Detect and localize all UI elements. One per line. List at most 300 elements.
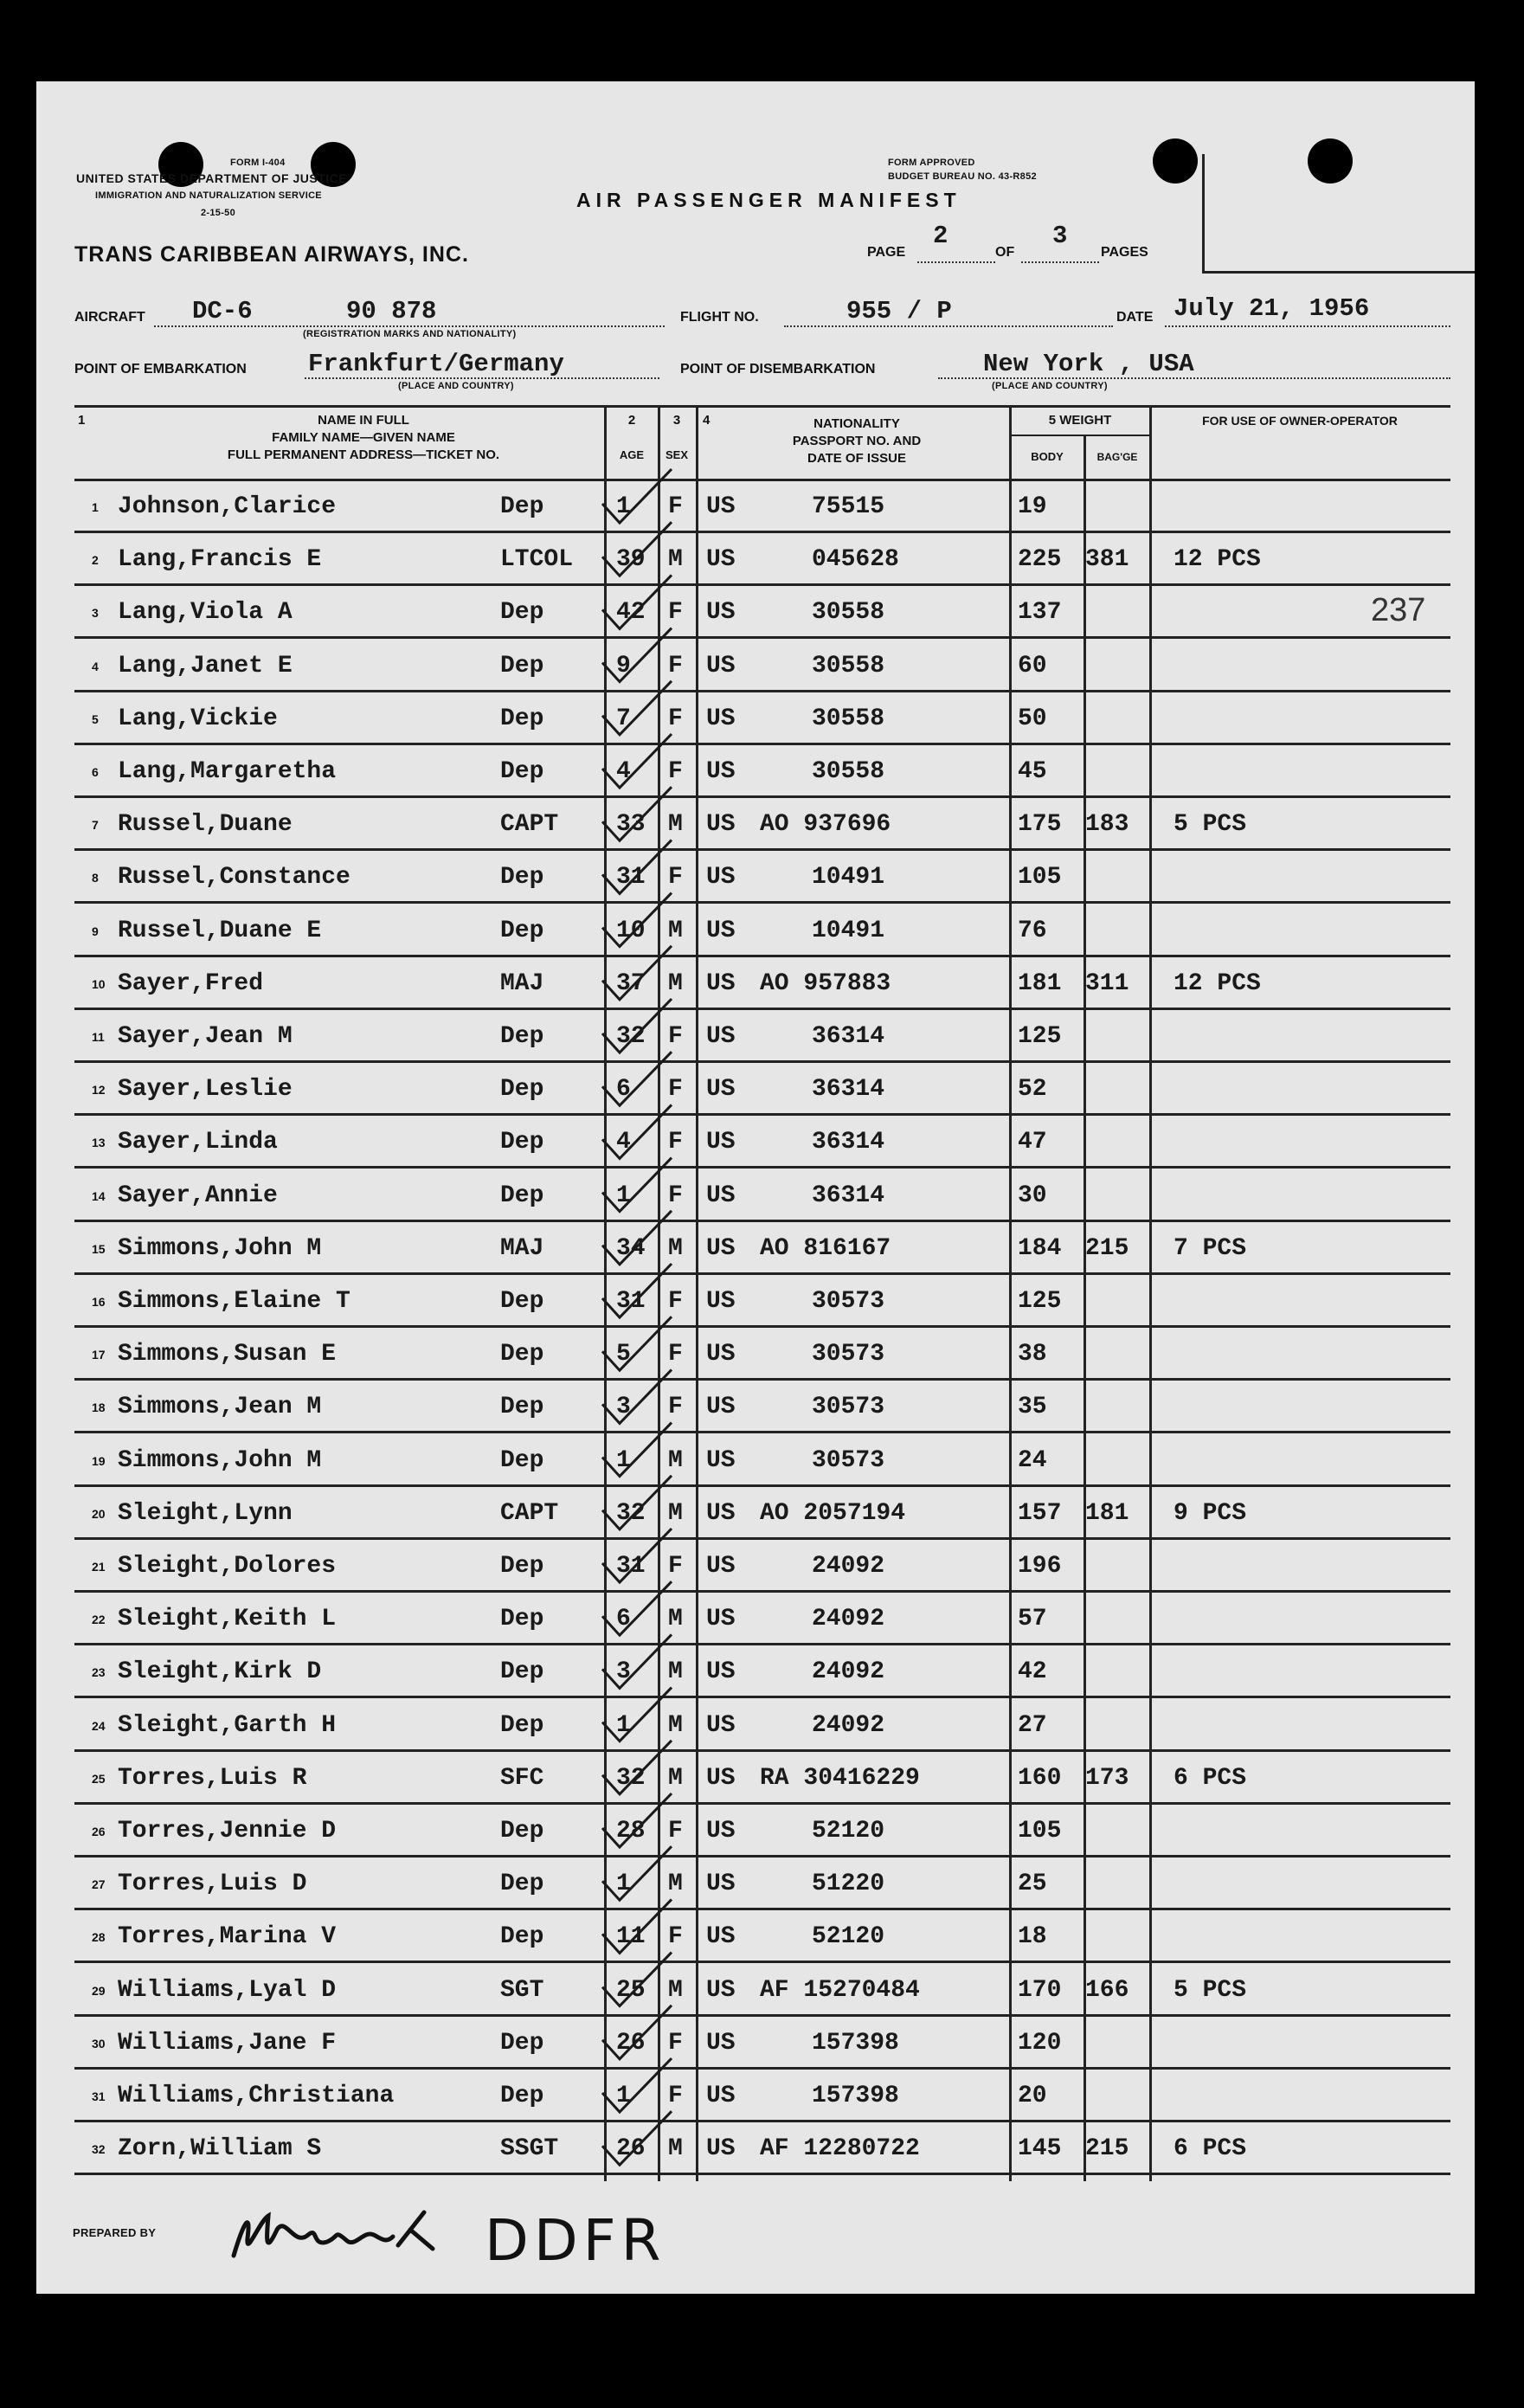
- row-divider: [74, 743, 1450, 745]
- margin-note: 237: [1371, 592, 1426, 628]
- owner-note: 6 PCS: [1174, 2135, 1247, 2163]
- row-divider: [74, 531, 1450, 533]
- row-number: 3: [92, 606, 99, 621]
- passenger-age: 42: [616, 599, 646, 627]
- passenger-name: Sleight,Lynn: [118, 1499, 293, 1527]
- passport-number: 36314: [812, 1023, 885, 1050]
- passenger-nationality: US: [706, 652, 736, 679]
- passenger-name: Torres,Luis R: [118, 1764, 307, 1792]
- passenger-nationality: US: [706, 2029, 736, 2057]
- corner-box-bottom: [1202, 271, 1475, 274]
- passenger-name: Lang,Janet E: [118, 652, 293, 679]
- passenger-age: 26: [616, 2135, 646, 2163]
- aircraft-registration: 90 878: [346, 297, 437, 325]
- passenger-name: Simmons,John M: [118, 1446, 322, 1474]
- col-nationality-header: [727, 415, 987, 467]
- passenger-nationality: US: [706, 1764, 736, 1792]
- punch-hole: [1153, 138, 1198, 183]
- page-label: PAGE: [867, 245, 906, 260]
- row-divider: [74, 636, 1450, 639]
- body-weight: 76: [1018, 917, 1047, 944]
- passenger-sex: F: [668, 1923, 683, 1951]
- passenger-nationality: US: [706, 1181, 736, 1209]
- row-number: 8: [92, 871, 99, 885]
- passenger-age: 9: [616, 652, 631, 679]
- table-row: [40, 1435, 1450, 1488]
- passport-number: 157398: [812, 2083, 899, 2109]
- row-number: 13: [92, 1136, 106, 1150]
- passenger-nationality: US: [706, 1976, 736, 2004]
- passenger-title: MAJ: [500, 1234, 544, 1262]
- table-row: [40, 1488, 1450, 1541]
- baggage-weight: 183: [1085, 811, 1129, 839]
- col-name-line1: NAME IN FULL: [318, 413, 409, 428]
- approval-line2: BUDGET BUREAU NO. 43-R852: [888, 171, 1037, 182]
- page-line: [917, 261, 995, 263]
- disembarkation-label: POINT OF DISEMBARKATION: [680, 362, 876, 377]
- passenger-sex: F: [668, 2083, 683, 2109]
- passenger-name: Sayer,Jean M: [118, 1023, 293, 1050]
- passenger-sex: M: [668, 1976, 683, 2004]
- row-number: 15: [92, 1241, 106, 1256]
- row-number: 14: [92, 1188, 106, 1203]
- passenger-name: Torres,Jennie D: [118, 1818, 337, 1845]
- table-row: [40, 1223, 1450, 1276]
- passenger-age: 39: [616, 546, 646, 574]
- row-number: 16: [92, 1295, 106, 1309]
- passenger-title: Dep: [500, 1129, 544, 1156]
- aircraft-sublabel: (REGISTRATION MARKS AND NATIONALITY): [303, 329, 517, 339]
- passenger-age: 5: [616, 1341, 631, 1368]
- row-number: 17: [92, 1348, 106, 1362]
- body-weight: 105: [1018, 1818, 1062, 1845]
- passenger-nationality: US: [706, 1870, 736, 1898]
- passenger-sex: M: [668, 1711, 683, 1739]
- row-divider: [74, 1325, 1450, 1328]
- row-number: 4: [92, 659, 99, 673]
- passenger-name: Sayer,Leslie: [118, 1076, 293, 1104]
- passenger-title: Dep: [500, 1341, 544, 1368]
- row-divider: [74, 1113, 1450, 1116]
- table-row: [40, 641, 1450, 693]
- row-number: 26: [92, 1825, 106, 1838]
- passenger-nationality: US: [706, 969, 736, 997]
- of-label: OF: [995, 245, 1015, 260]
- owner-note: 9 PCS: [1174, 1499, 1247, 1527]
- body-weight: 125: [1018, 1288, 1062, 1315]
- table-row: [40, 1541, 1450, 1594]
- passenger-nationality: US: [706, 546, 736, 574]
- row-number: 24: [92, 1718, 106, 1733]
- col-nat-number: 4: [703, 413, 711, 428]
- row-divider: [74, 1590, 1450, 1593]
- passenger-sex: F: [668, 1394, 683, 1421]
- body-weight: 47: [1018, 1129, 1047, 1156]
- row-divider: [74, 1378, 1450, 1381]
- table-row: [40, 1965, 1450, 2018]
- row-number: 22: [92, 1613, 106, 1627]
- table-row: [40, 1700, 1450, 1753]
- row-number: 27: [92, 1877, 106, 1892]
- col-age-label: AGE: [619, 448, 645, 461]
- passenger-age: 4: [616, 758, 631, 785]
- passenger-nationality: US: [706, 811, 736, 839]
- passenger-name: Sleight,Garth H: [118, 1711, 337, 1739]
- body-weight: 225: [1018, 546, 1062, 574]
- passenger-nationality: US: [706, 705, 736, 732]
- date-line: [1165, 325, 1450, 327]
- disembark-sublabel: (PLACE AND COUNTRY): [992, 381, 1108, 391]
- col-nat-line1: NATIONALITY: [813, 416, 900, 431]
- row-divider: [74, 1272, 1450, 1275]
- col-sex-number: 3: [672, 413, 681, 428]
- row-divider: [74, 1431, 1450, 1433]
- row-number: 18: [92, 1400, 106, 1415]
- baggage-weight: 173: [1085, 1764, 1129, 1792]
- col-baggage-label: BAG'GE: [1096, 451, 1138, 463]
- passenger-age: 32: [616, 1499, 646, 1527]
- passenger-age: 4: [616, 1129, 631, 1156]
- row-divider: [74, 2067, 1450, 2070]
- row-divider: [74, 1060, 1450, 1063]
- passenger-name: Lang,Vickie: [118, 705, 278, 732]
- passport-number: 75515: [812, 493, 885, 520]
- passenger-nationality: US: [706, 1394, 736, 1421]
- passenger-sex: F: [668, 1553, 683, 1580]
- date-label: DATE: [1116, 310, 1154, 325]
- row-divider: [74, 1537, 1450, 1540]
- passenger-title: Dep: [500, 1288, 544, 1315]
- flight-label: FLIGHT NO.: [680, 310, 759, 325]
- table-row: [40, 746, 1450, 799]
- passenger-title: Dep: [500, 2083, 544, 2109]
- passport-number: 24092: [812, 1658, 885, 1686]
- passport-number: 30573: [812, 1288, 885, 1315]
- baggage-weight: 181: [1085, 1499, 1129, 1527]
- passport-number: RA 30416229: [760, 1764, 920, 1792]
- passenger-name: Simmons,John M: [118, 1234, 322, 1262]
- col-name-number: 1: [78, 413, 86, 428]
- passenger-title: Dep: [500, 1923, 544, 1951]
- passport-number: AF 15270484: [760, 1976, 920, 2004]
- passenger-sex: M: [668, 1446, 683, 1474]
- row-number: 31: [92, 2089, 106, 2103]
- disembarkation-point: New York , USA: [983, 350, 1194, 378]
- body-weight: 105: [1018, 864, 1062, 892]
- row-divider: [74, 848, 1450, 851]
- baggage-weight: 311: [1085, 969, 1129, 997]
- row-number: 25: [92, 1771, 106, 1786]
- passport-number: 30558: [812, 705, 885, 732]
- body-weight: 42: [1018, 1658, 1047, 1686]
- col-name-header: [147, 412, 580, 464]
- table-row: [40, 1011, 1450, 1064]
- table-row: [40, 2123, 1450, 2176]
- owner-note: 12 PCS: [1174, 969, 1261, 997]
- row-divider: [74, 795, 1450, 798]
- row-number: 9: [92, 924, 99, 938]
- col-owner-label: FOR USE OF OWNER-OPERATOR: [1202, 414, 1398, 428]
- passenger-title: Dep: [500, 917, 544, 944]
- passenger-age: 3: [616, 1658, 631, 1686]
- row-divider: [74, 1749, 1450, 1752]
- passenger-title: Dep: [500, 1076, 544, 1104]
- row-divider: [74, 1855, 1450, 1858]
- passenger-sex: M: [668, 811, 683, 839]
- page-number: 2: [933, 222, 948, 250]
- passenger-nationality: US: [706, 1341, 736, 1368]
- passport-number: 30573: [812, 1446, 885, 1474]
- row-number: 10: [92, 976, 106, 991]
- passport-number: 24092: [812, 1711, 885, 1739]
- passenger-title: CAPT: [500, 811, 559, 839]
- table-row: [40, 1170, 1450, 1223]
- passenger-nationality: US: [706, 1658, 736, 1686]
- row-divider: [74, 2014, 1450, 2017]
- passenger-nationality: US: [706, 1446, 736, 1474]
- passenger-nationality: US: [706, 917, 736, 944]
- row-divider: [74, 1908, 1450, 1910]
- passenger-name: Russel,Duane E: [118, 917, 322, 944]
- row-divider: [74, 1696, 1450, 1698]
- passenger-title: Dep: [500, 864, 544, 892]
- row-divider: [74, 2173, 1450, 2175]
- passenger-age: 31: [616, 864, 646, 892]
- passenger-title: Dep: [500, 652, 544, 679]
- passport-number: 045628: [812, 546, 899, 574]
- owner-note: 6 PCS: [1174, 1764, 1247, 1792]
- passport-number: 36314: [812, 1129, 885, 1156]
- row-number: 6: [92, 765, 99, 779]
- passport-number: AF 12280722: [760, 2135, 920, 2163]
- handwritten-initials: [225, 2195, 450, 2273]
- passenger-nationality: US: [706, 2083, 736, 2109]
- passenger-age: 31: [616, 1553, 646, 1580]
- row-divider: [74, 1008, 1450, 1010]
- passenger-sex: F: [668, 1129, 683, 1156]
- passenger-sex: M: [668, 917, 683, 944]
- body-weight: 18: [1018, 1923, 1047, 1951]
- weight-divider: [1009, 435, 1151, 436]
- aircraft-type: DC-6: [192, 297, 253, 325]
- row-divider: [74, 2120, 1450, 2122]
- passenger-title: SFC: [500, 1764, 544, 1792]
- page-total: 3: [1052, 222, 1068, 250]
- passenger-sex: F: [668, 758, 683, 785]
- passenger-title: LTCOL: [500, 546, 574, 574]
- passenger-age: 11: [616, 1923, 646, 1951]
- body-weight: 125: [1018, 1023, 1062, 1050]
- passenger-name: Lang,Margaretha: [118, 758, 337, 785]
- flight-line: [784, 325, 1113, 327]
- passenger-title: Dep: [500, 1023, 544, 1050]
- row-number: 19: [92, 1453, 106, 1468]
- passenger-title: Dep: [500, 1870, 544, 1898]
- passenger-sex: M: [668, 1658, 683, 1686]
- passenger-sex: F: [668, 599, 683, 627]
- row-divider: [74, 1220, 1450, 1222]
- passenger-nationality: US: [706, 758, 736, 785]
- passenger-sex: M: [668, 1606, 683, 1633]
- passenger-sex: F: [668, 2029, 683, 2057]
- passenger-sex: F: [668, 652, 683, 679]
- row-number: 12: [92, 1083, 106, 1098]
- passenger-age: 3: [616, 1394, 631, 1421]
- table-row: [40, 1858, 1450, 1911]
- row-divider: [74, 1484, 1450, 1487]
- baggage-weight: 215: [1085, 1234, 1129, 1262]
- passport-number: 36314: [812, 1181, 885, 1209]
- passenger-age: 32: [616, 1023, 646, 1050]
- passenger-nationality: US: [706, 599, 736, 627]
- passenger-name: Lang,Francis E: [118, 546, 322, 574]
- table-row: [40, 2070, 1450, 2123]
- passenger-nationality: US: [706, 1499, 736, 1527]
- passenger-age: 34: [616, 1234, 646, 1262]
- body-weight: 24: [1018, 1446, 1047, 1474]
- passenger-title: SSGT: [500, 2135, 559, 2163]
- body-weight: 35: [1018, 1394, 1047, 1421]
- passenger-age: 1: [616, 1446, 631, 1474]
- body-weight: 60: [1018, 652, 1047, 679]
- airline-name: TRANS CARIBBEAN AIRWAYS, INC.: [74, 242, 469, 267]
- passenger-sex: M: [668, 546, 683, 574]
- passenger-age: 33: [616, 811, 646, 839]
- row-divider: [74, 1166, 1450, 1169]
- body-weight: 184: [1018, 1234, 1062, 1262]
- col-body-label: BODY: [1031, 450, 1064, 463]
- passenger-title: Dep: [500, 1181, 544, 1209]
- passenger-age: 1: [616, 1181, 631, 1209]
- table-row: [40, 1064, 1450, 1117]
- row-number: 7: [92, 818, 99, 833]
- passport-number: 30573: [812, 1341, 885, 1368]
- passenger-sex: F: [668, 1181, 683, 1209]
- embarkation-label: POINT OF EMBARKATION: [74, 362, 247, 377]
- passport-number: 52120: [812, 1818, 885, 1845]
- row-number: 30: [92, 2036, 106, 2051]
- passenger-nationality: US: [706, 1711, 736, 1739]
- row-divider: [74, 901, 1450, 904]
- passenger-name: Williams,Lyal D: [118, 1976, 337, 2004]
- passenger-name: Simmons,Jean M: [118, 1394, 322, 1421]
- passenger-nationality: US: [706, 1923, 736, 1951]
- body-weight: 19: [1018, 493, 1047, 520]
- form-number: FORM I-404: [230, 158, 286, 168]
- passenger-name: Zorn,William S: [118, 2135, 322, 2163]
- passenger-sex: F: [668, 705, 683, 732]
- passenger-name: Simmons,Elaine T: [118, 1288, 350, 1315]
- table-row: [40, 1753, 1450, 1806]
- passenger-name: Torres,Marina V: [118, 1923, 337, 1951]
- row-number: 20: [92, 1506, 106, 1521]
- passenger-nationality: US: [706, 1288, 736, 1315]
- passport-number: 30558: [812, 758, 885, 785]
- passenger-nationality: US: [706, 1023, 736, 1050]
- passenger-title: Dep: [500, 1446, 544, 1474]
- col-name-line3: FULL PERMANENT ADDRESS—TICKET NO.: [227, 447, 500, 462]
- passenger-age: 32: [616, 1764, 646, 1792]
- passenger-age: 25: [616, 1976, 646, 2004]
- embarkation-point: Frankfurt/Germany: [308, 350, 564, 378]
- passport-number: 10491: [812, 917, 885, 944]
- table-row: [40, 852, 1450, 905]
- passenger-title: Dep: [500, 1606, 544, 1633]
- table-row: [40, 481, 1450, 534]
- embark-sublabel: (PLACE AND COUNTRY): [398, 381, 514, 391]
- passenger-name: Sayer,Annie: [118, 1181, 278, 1209]
- row-number: 1: [92, 500, 99, 514]
- agency-line2: IMMIGRATION AND NATURALIZATION SERVICE: [95, 190, 322, 201]
- passenger-sex: F: [668, 1341, 683, 1368]
- passenger-title: Dep: [500, 705, 544, 732]
- passenger-name: Sleight,Kirk D: [118, 1658, 322, 1686]
- passport-number: AO 957883: [760, 969, 891, 997]
- col-nat-line2: PASSPORT NO. AND: [792, 434, 922, 448]
- passport-number: 36314: [812, 1076, 885, 1104]
- form-code: 2-15-50: [201, 208, 236, 218]
- passenger-title: Dep: [500, 1394, 544, 1421]
- passenger-name: Sleight,Keith L: [118, 1606, 337, 1633]
- passenger-title: SGT: [500, 1976, 544, 2004]
- passenger-name: Sayer,Fred: [118, 969, 264, 997]
- passenger-title: Dep: [500, 1658, 544, 1686]
- row-divider: [74, 1643, 1450, 1645]
- table-row: [40, 1911, 1450, 1964]
- passport-number: 30558: [812, 599, 885, 627]
- passenger-age: 28: [616, 1818, 646, 1845]
- body-weight: 196: [1018, 1553, 1062, 1580]
- row-number: 2: [92, 553, 99, 568]
- passport-number: AO 937696: [760, 811, 891, 839]
- owner-note: 5 PCS: [1174, 811, 1247, 839]
- passenger-nationality: US: [706, 2135, 736, 2163]
- passenger-nationality: US: [706, 493, 736, 520]
- passenger-name: Torres,Luis D: [118, 1870, 307, 1898]
- passenger-sex: M: [668, 969, 683, 997]
- passenger-age: 1: [616, 1711, 631, 1739]
- flight-date: July 21, 1956: [1174, 294, 1370, 323]
- body-weight: 57: [1018, 1606, 1047, 1633]
- passport-number: 24092: [812, 1606, 885, 1633]
- body-weight: 50: [1018, 705, 1047, 732]
- passenger-age: 10: [616, 917, 646, 944]
- passport-number: 157398: [812, 2029, 899, 2057]
- baggage-weight: 166: [1085, 1976, 1129, 2004]
- row-divider: [74, 955, 1450, 957]
- approval-line1: FORM APPROVED: [888, 158, 975, 168]
- passenger-sex: M: [668, 2135, 683, 2163]
- passenger-age: 31: [616, 1288, 646, 1315]
- col-weight-label: 5 WEIGHT: [1048, 413, 1112, 428]
- passenger-sex: M: [668, 1764, 683, 1792]
- body-weight: 30: [1018, 1181, 1047, 1209]
- prepared-by-label: PREPARED BY: [73, 2226, 157, 2239]
- passenger-nationality: US: [706, 1129, 736, 1156]
- owner-note: 5 PCS: [1174, 1976, 1247, 2004]
- passport-number: 30558: [812, 652, 885, 679]
- passport-number: 52120: [812, 1923, 885, 1951]
- body-weight: 137: [1018, 599, 1062, 627]
- passenger-sex: M: [668, 1870, 683, 1898]
- col-age-number: 2: [627, 413, 636, 428]
- corner-box-left: [1202, 154, 1205, 274]
- passenger-title: Dep: [500, 493, 544, 520]
- table-row: [40, 958, 1450, 1011]
- passenger-name: Russel,Constance: [118, 864, 350, 892]
- passenger-sex: F: [668, 1288, 683, 1315]
- col-name-line2: FAMILY NAME—GIVEN NAME: [272, 430, 455, 445]
